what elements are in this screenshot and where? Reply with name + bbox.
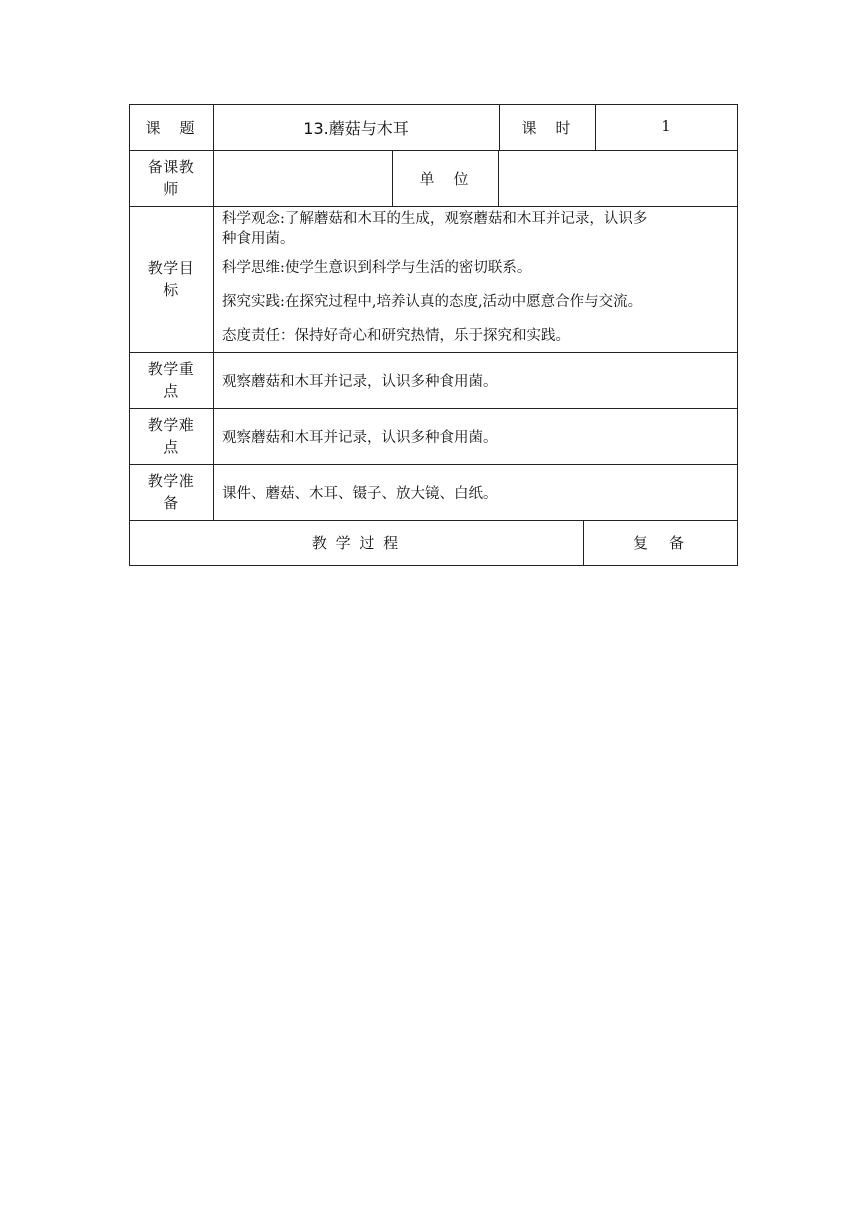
unit-label-text: 单 位 — [419, 169, 471, 188]
objectives-label-line2: 标 — [163, 281, 179, 299]
period-value — [595, 104, 737, 150]
difficulty-label-line1: 教学难 — [147, 416, 195, 434]
key-points-label-line2: 点 — [163, 382, 179, 400]
teacher-label-line2: 师 — [163, 180, 179, 198]
preparation-value — [222, 464, 734, 520]
topic-value-text: 13.蘑菇与木耳 — [303, 118, 409, 138]
review-label — [583, 520, 737, 565]
objectives-label-line1: 教学目 — [147, 259, 195, 277]
period-value-text: 1 — [661, 119, 671, 135]
objective-line: 探究实践:在探究过程中,培养认真的态度,活动中愿意合作与交流。 — [222, 294, 643, 310]
preparation-value-text: 课件、蘑菇、木耳、镊子、放大镜、白纸。 — [222, 485, 498, 502]
difficulty-label — [129, 408, 213, 464]
teacher-value — [213, 150, 392, 206]
preparation-label — [129, 464, 213, 520]
period-label — [499, 104, 595, 150]
preparation-label-line1: 教学准 — [147, 472, 195, 490]
teacher-label-line1: 备课教 — [147, 158, 195, 176]
process-label-text: 教 学 过 程 — [311, 534, 401, 552]
objective-line: 科学观念:了解蘑菇和木耳的生成，观察蘑菇和木耳并记录，认识多 — [222, 211, 648, 227]
table-border-right — [737, 104, 738, 566]
objective-line: 态度责任：保持好奇心和研究热情，乐于探究和实践。 — [222, 328, 570, 344]
unit-label — [392, 150, 498, 206]
topic-label — [129, 104, 213, 150]
table-border-bottom — [129, 565, 738, 566]
objectives-label — [129, 206, 213, 352]
difficulty-label-line2: 点 — [163, 438, 179, 456]
key-points-value — [222, 352, 734, 408]
review-label-text: 复 备 — [632, 534, 687, 552]
teacher-label — [129, 150, 213, 206]
preparation-label-line2: 备 — [163, 494, 179, 512]
unit-value — [498, 150, 737, 206]
key-points-value-text: 观察蘑菇和木耳并记录，认识多种食用菌。 — [222, 373, 498, 390]
difficulty-value — [222, 408, 734, 464]
key-points-label — [129, 352, 213, 408]
difficulty-value-text: 观察蘑菇和木耳并记录，认识多种食用菌。 — [222, 429, 498, 446]
process-label — [129, 520, 583, 565]
period-label-text: 课 时 — [521, 118, 573, 137]
objective-line: 种食用菌。 — [222, 231, 295, 247]
topic-value — [213, 104, 499, 150]
objective-line: 科学思维:使学生意识到科学与生活的密切联系。 — [222, 260, 532, 276]
key-points-label-line1: 教学重 — [147, 360, 195, 378]
topic-label-text: 课 题 — [145, 118, 197, 137]
objectives-content — [222, 206, 734, 352]
